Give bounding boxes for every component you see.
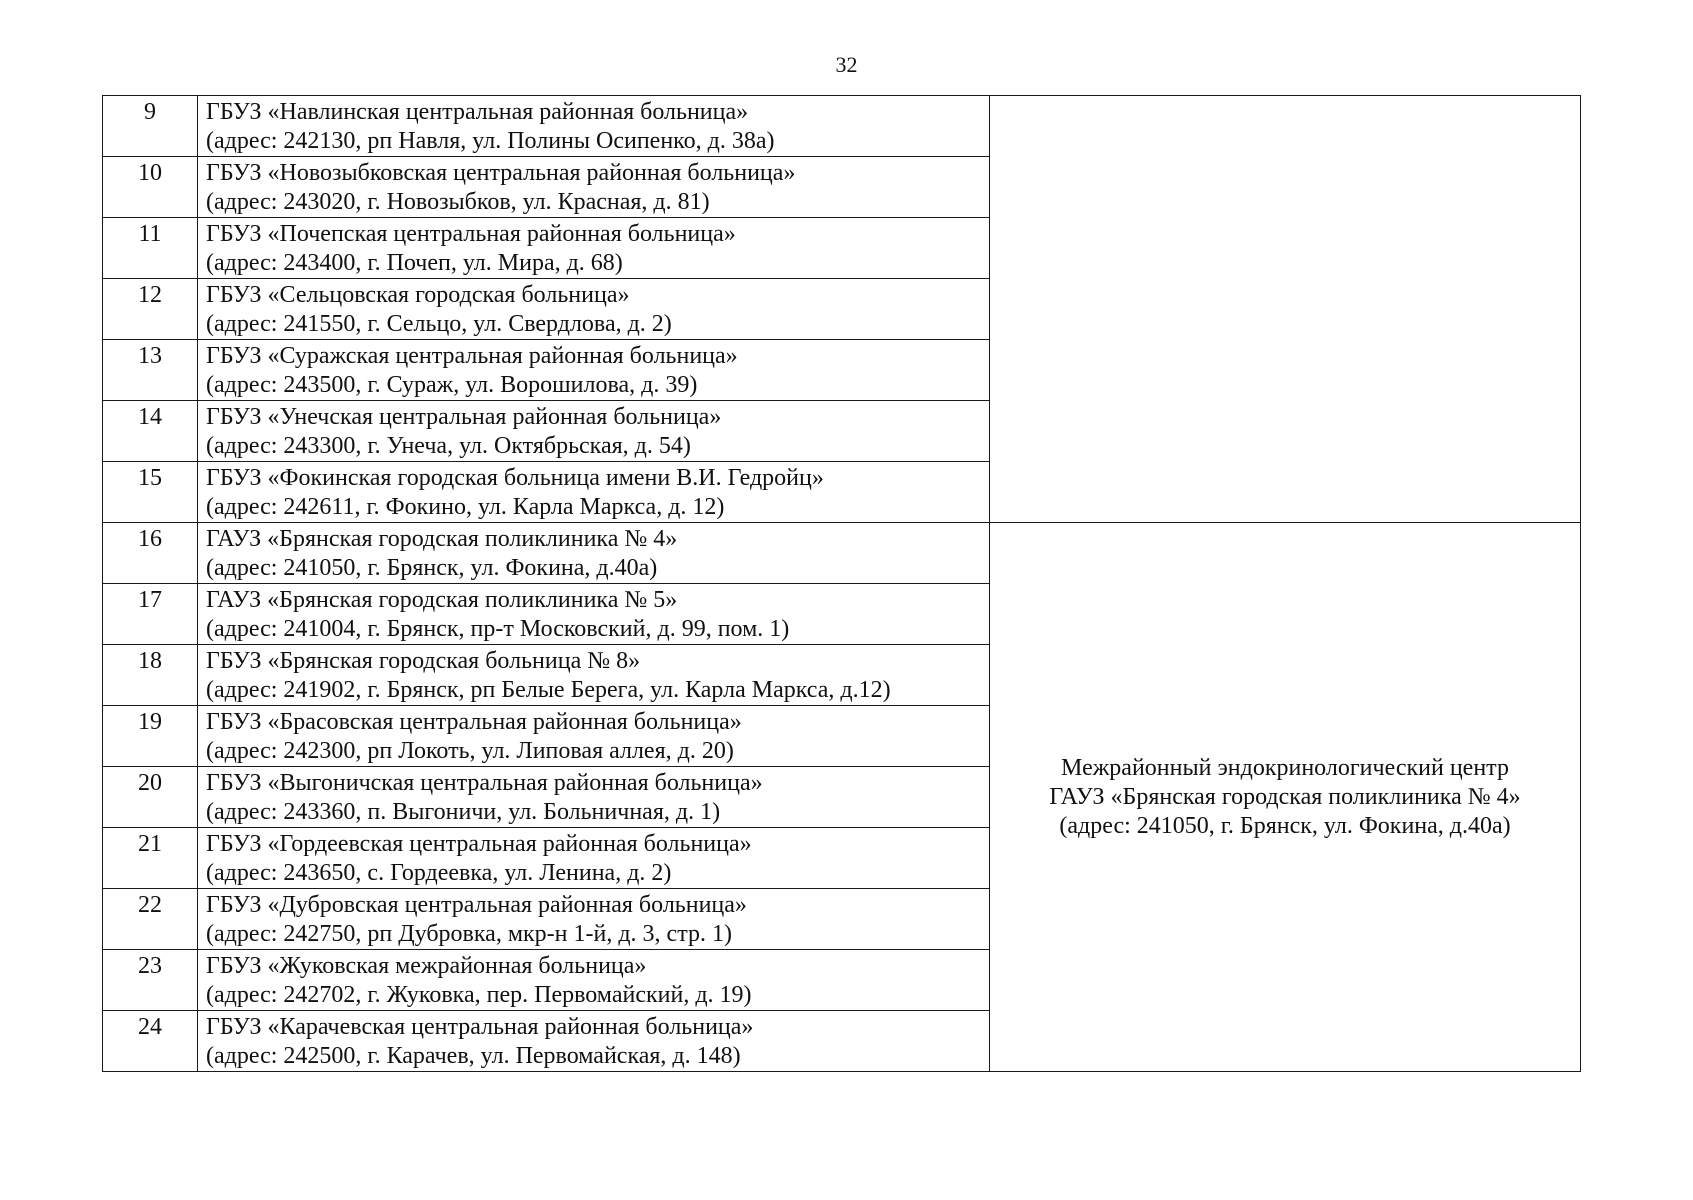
organization-cell: [198, 279, 990, 340]
organization-address: (адрес: 242750, рп Дубровка, мкр-н 1-й, д. 3, стр. 1): [206, 921, 732, 947]
organization-address: (адрес: 243500, г. Сураж, ул. Ворошилова, д. 39): [206, 372, 698, 398]
organization-cell: [198, 584, 990, 645]
organization-name: ГБУЗ «Почепская центральная районная больница»: [206, 221, 736, 247]
organization-name: ГБУЗ «Фокинская городская больница имени В.И. Гедройц»: [206, 465, 824, 491]
organization-cell: [198, 1011, 990, 1072]
organization-name: ГБУЗ «Сельцовская городская больница»: [206, 282, 630, 308]
organization-cell: [198, 523, 990, 584]
organization-name: ГБУЗ «Брасовская центральная районная больница»: [206, 709, 742, 735]
row-number: 11: [103, 218, 198, 279]
organization-name: ГАУЗ «Брянская городская поликлиника № 4»: [206, 526, 678, 552]
row-number: 19: [103, 706, 198, 767]
row-number: 14: [103, 401, 198, 462]
row-number: 24: [103, 1011, 198, 1072]
table-row: [103, 96, 1581, 157]
organization-name: ГБУЗ «Выгоничская центральная районная больница»: [206, 770, 763, 796]
center-cell-empty: [990, 96, 1581, 523]
center-line1: Межрайонный эндокринологический центр: [1061, 754, 1509, 781]
organization-cell: [198, 767, 990, 828]
row-number: 22: [103, 889, 198, 950]
row-number: 16: [103, 523, 198, 584]
page-number: 32: [835, 52, 858, 77]
organization-name: ГБУЗ «Новозыбковская центральная районная больница»: [206, 160, 796, 186]
row-number: 17: [103, 584, 198, 645]
organization-address: (адрес: 242500, г. Карачев, ул. Первомайская, д. 148): [206, 1043, 741, 1069]
organization-cell: [198, 157, 990, 218]
organization-name: ГАУЗ «Брянская городская поликлиника № 5»: [206, 587, 678, 613]
organization-name: ГБУЗ «Жуковская межрайонная больница»: [206, 953, 647, 979]
row-number: 10: [103, 157, 198, 218]
center-line2: ГАУЗ «Брянская городская поликлиника № 4»: [1049, 783, 1521, 810]
row-number: 13: [103, 340, 198, 401]
organization-address: (адрес: 242702, г. Жуковка, пер. Первомайский, д. 19): [206, 982, 752, 1008]
table-row: [103, 523, 1581, 584]
organization-cell: [198, 828, 990, 889]
organization-address: (адрес: 243300, г. Унеча, ул. Октябрьская, д. 54): [206, 433, 691, 459]
organization-name: ГБУЗ «Карачевская центральная районная больница»: [206, 1014, 754, 1040]
organization-address: (адрес: 242130, рп Навля, ул. Полины Осипенко, д. 38а): [206, 128, 775, 154]
organization-name: ГБУЗ «Унечская центральная районная больница»: [206, 404, 722, 430]
facilities-table: [102, 95, 1581, 1072]
organization-address: (адрес: 243360, п. Выгоничи, ул. Больничная, д. 1): [206, 799, 721, 825]
row-number: 12: [103, 279, 198, 340]
organization-address: (адрес: 243650, с. Гордеевка, ул. Ленина, д. 2): [206, 860, 672, 886]
organization-cell: [198, 340, 990, 401]
organization-address: (адрес: 242611, г. Фокино, ул. Карла Маркса, д. 12): [206, 494, 725, 520]
organization-name: ГБУЗ «Брянская городская больница № 8»: [206, 648, 641, 674]
organization-name: ГБУЗ «Гордеевская центральная районная больница»: [206, 831, 752, 857]
organization-cell: [198, 218, 990, 279]
organization-cell: [198, 950, 990, 1011]
row-number: 21: [103, 828, 198, 889]
organization-cell: [198, 706, 990, 767]
row-number: 18: [103, 645, 198, 706]
organization-name: ГБУЗ «Суражская центральная районная больница»: [206, 343, 738, 369]
organization-address: (адрес: 243400, г. Почеп, ул. Мира, д. 68): [206, 250, 623, 276]
center-line3: (адрес: 241050, г. Брянск, ул. Фокина, д.40а): [1059, 812, 1511, 839]
organization-name: ГБУЗ «Навлинская центральная районная больница»: [206, 99, 749, 125]
row-number: 23: [103, 950, 198, 1011]
organization-cell: [198, 889, 990, 950]
organization-cell: [198, 645, 990, 706]
table-body: [103, 96, 1581, 1072]
organization-address: (адрес: 241902, г. Брянск, рп Белые Берега, ул. Карла Маркса, д.12): [206, 677, 891, 703]
endocrinology-center-cell: [990, 523, 1581, 1072]
organization-address: (адрес: 241004, г. Брянск, пр-т Московский, д. 99, пом. 1): [206, 616, 790, 642]
row-number: 9: [103, 96, 198, 157]
organization-address: (адрес: 241550, г. Сельцо, ул. Свердлова, д. 2): [206, 311, 672, 337]
organization-cell: [198, 401, 990, 462]
organization-address: (адрес: 241050, г. Брянск, ул. Фокина, д.40а): [206, 555, 658, 581]
organization-address: (адрес: 242300, рп Локоть, ул. Липовая аллея, д. 20): [206, 738, 734, 764]
row-number: 15: [103, 462, 198, 523]
organization-name: ГБУЗ «Дубровская центральная районная больница»: [206, 892, 747, 918]
organization-address: (адрес: 243020, г. Новозыбков, ул. Красная, д. 81): [206, 189, 710, 215]
organization-cell: [198, 96, 990, 157]
organization-cell: [198, 462, 990, 523]
row-number: 20: [103, 767, 198, 828]
